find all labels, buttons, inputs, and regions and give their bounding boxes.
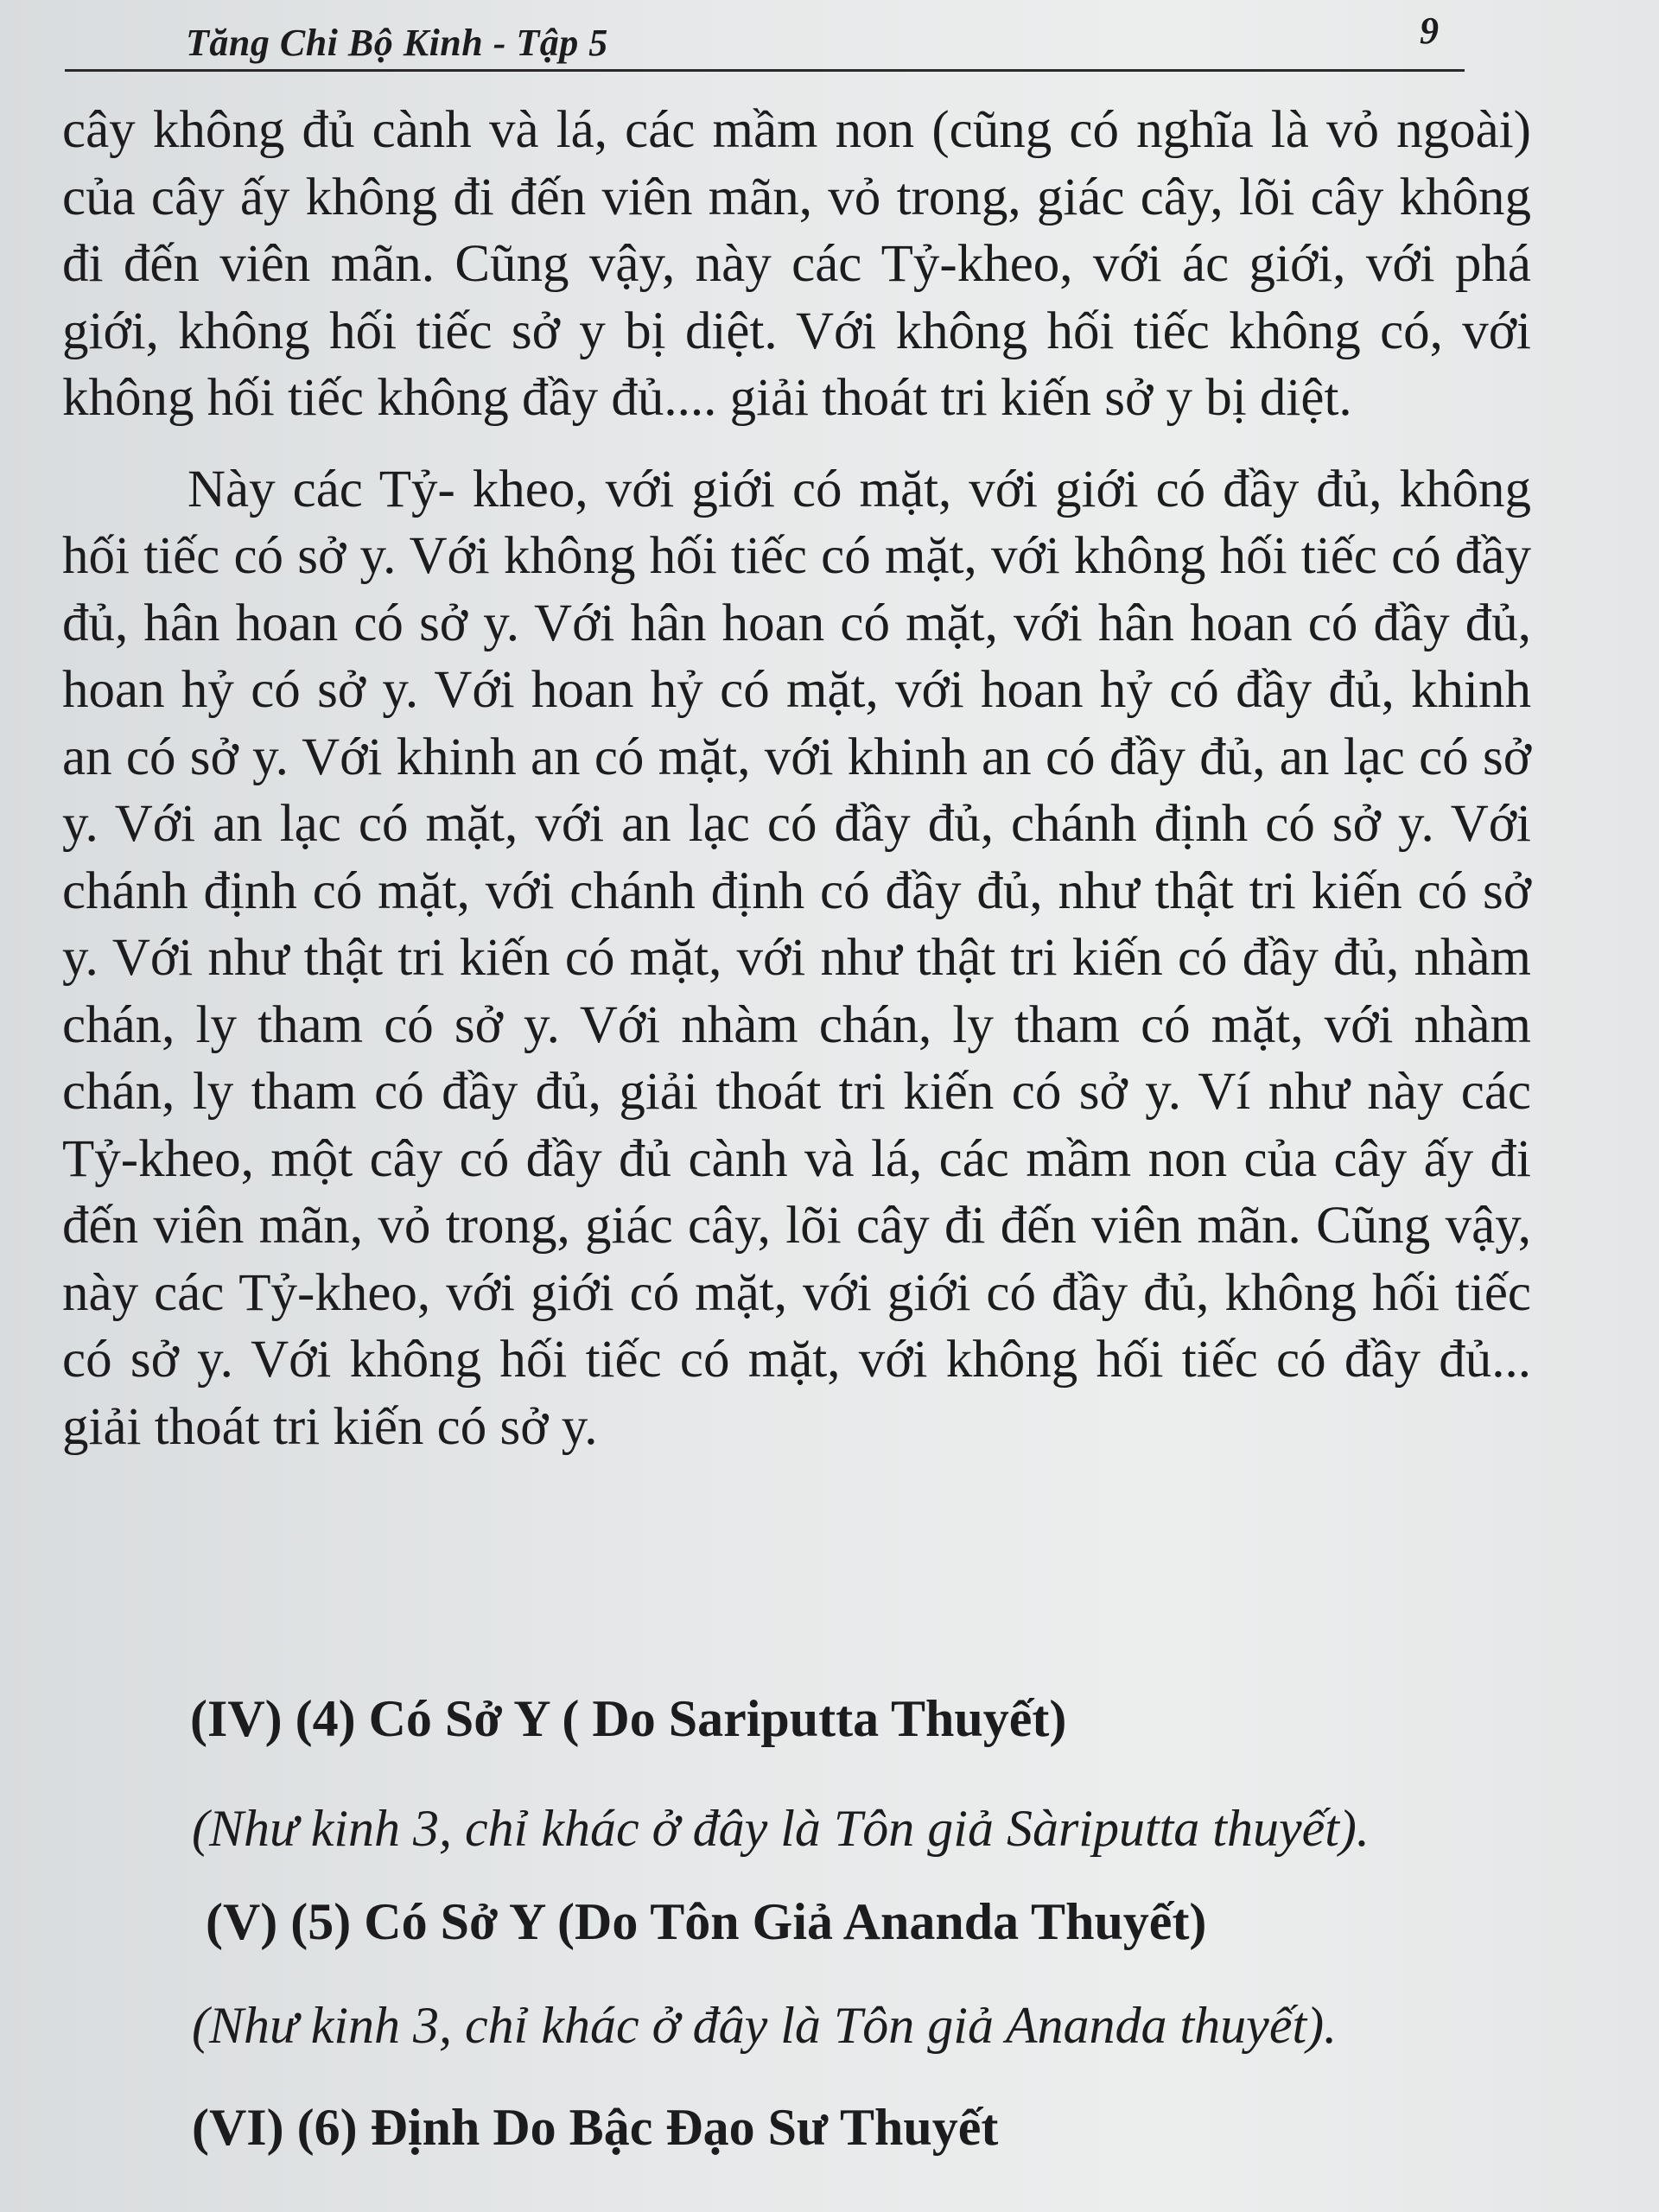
paragraph-1: cây không đủ cành và lá, các mầm non (cũng có nghĩa là vỏ ngoài) của cây ấy không đi đến viên mãn, vỏ trong, giác cây, lõi cây không đi đến viên mãn. Cũng vậy, này các Tỷ-kheo, với ác giới, với phá giới, không hối tiếc sở y bị diệt. Với không hối tiếc không có, với không hối tiếc không đầy đủ.... giải thoát tri kiến sở y bị diệt. xyxy=(62,101,1531,427)
paragraph-2: Này các Tỷ- kheo, với giới có mặt, với giới có đầy đủ, không hối tiếc có sở y. Với không hối tiếc có mặt, với không hối tiếc có đầy đủ, hân hoan có sở y. Với hân hoan có mặt, với hân hoan có đầy đủ, hoan hỷ có sở y. Với hoan hỷ có mặt, với hoan hỷ có đầy đủ, khinh an có sở y. Với khinh an có mặt, với khinh an có đầy đủ, an lạc có sở y. Với an lạc có mặt, với an lạc có đầy đủ, chánh định có sở y. Với chánh định có mặt, với chánh định có đầy đủ, như thật tri kiến có sở y. Với như thật tri kiến có mặt, với như thật tri kiến có đầy đủ, nhàm chán, ly tham có sở y. Với nhàm chán, ly tham có mặt, với nhàm chán, ly tham có đầy đủ, giải thoát tri kiến có sở y. Ví như này các Tỷ-kheo, một cây có đầy đủ cành và lá, các mầm non của cây ấy đi đến viên mãn, vỏ trong, giác cây, lõi cây đi đến viên mãn. Cũng vậy, này các Tỷ-kheo, với giới có mặt, với giới có đầy đủ, không hối tiếc có sở y. Với không hối tiếc có mặt, với không hối tiếc có đầy đủ... giải thoát tri kiến có sở y. xyxy=(62,460,1531,1456)
body-text xyxy=(62,97,1531,1460)
section-note-v: (Như kinh 3, chỉ khác ở đây là Tôn giả Ananda thuyết). xyxy=(192,1997,1338,2054)
section-heading-v: (V) (5) Có Sở Y (Do Tôn Giả Ananda Thuyết) xyxy=(206,1893,1207,1950)
page-number: 9 xyxy=(1420,10,1439,52)
section-note-iv: (Như kinh 3, chỉ khác ở đây là Tôn giả Sàriputta thuyết). xyxy=(192,1800,1370,1857)
section-heading-iv: (IV) (4) Có Sở Y ( Do Sariputta Thuyết) xyxy=(190,1690,1067,1747)
running-title: Tăng Chi Bộ Kinh - Tập 5 xyxy=(186,22,608,64)
page-header xyxy=(65,9,1465,72)
section-heading-vi: (VI) (6) Định Do Bậc Đạo Sư Thuyết xyxy=(192,2099,999,2156)
